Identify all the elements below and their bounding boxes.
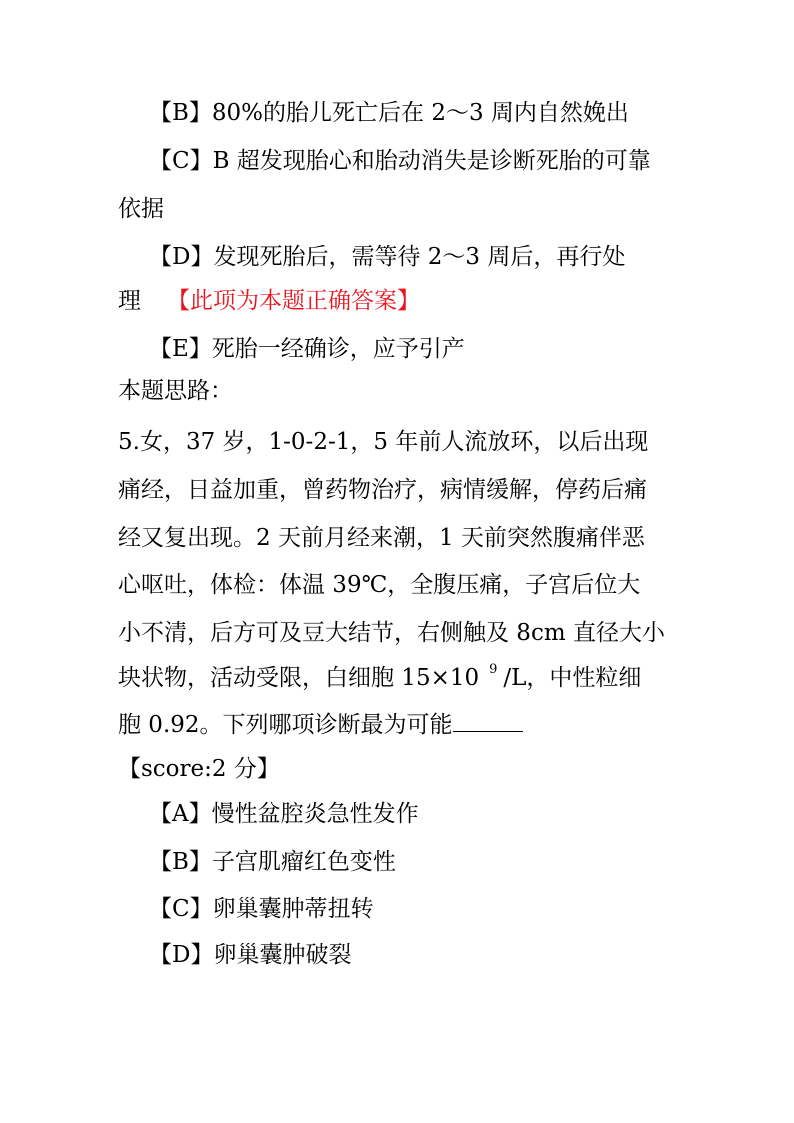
q5-stem-line1: 5.女，37 岁，1-0-2-1，5 年前人流放环，以后出现 xyxy=(118,429,649,455)
q4-option-d-line1: 【D】发现死胎后，需等待 2～3 周后，再行处 xyxy=(149,244,626,270)
q4-option-d-line2 xyxy=(118,287,678,315)
q5-stem-line6-post: /L，中性粒细 xyxy=(503,665,642,691)
q5-stem-line5: 小不清，后方可及豆大结节，右侧触及 8cm 直径大小 xyxy=(118,620,665,646)
q4-option-c-line1: 【C】B 超发现胎心和胎动消失是诊断死胎的可靠 xyxy=(149,148,651,174)
correct-answer-tag: 【此项为本题正确答案】 xyxy=(167,288,420,314)
q5-stem-line2: 痛经，日益加重，曾药物治疗，病情缓解，停药后痛 xyxy=(118,477,647,503)
q4-option-b: 【B】80%的胎儿死亡后在 2～3 周内自然娩出 xyxy=(149,100,629,126)
q5-stem-line4: 心呕吐，体检：体温 39℃，全腹压痛，子宫后位大 xyxy=(118,572,641,598)
q5-option-b: 【B】子宫肌瘤红色变性 xyxy=(149,849,396,875)
q5-stem-line3: 经又复出现。2 天前月经来潮，1 天前突然腹痛伴恶 xyxy=(118,525,645,551)
q4-option-d-line2-text: 理 xyxy=(118,288,141,314)
q5-score: 【score:2 分】 xyxy=(118,756,280,782)
exponent: 9 xyxy=(489,662,498,677)
q5-option-c: 【C】卵巢囊肿蒂扭转 xyxy=(149,896,374,922)
q5-stem-line7 xyxy=(118,709,678,739)
q5-option-a: 【A】慢性盆腔炎急性发作 xyxy=(149,801,419,827)
q4-option-c-line2: 依据 xyxy=(118,196,164,222)
q4-option-e: 【E】死胎一经确诊，应予引产 xyxy=(149,336,465,362)
q5-stem-line7-text: 胞 0.92。下列哪项诊断最为可能 xyxy=(118,712,453,738)
answer-blank xyxy=(453,709,523,732)
thinking-label: 本题思路： xyxy=(118,378,233,404)
q5-option-d: 【D】卵巢囊肿破裂 xyxy=(149,942,352,968)
q5-stem-line6 xyxy=(118,664,678,696)
q5-stem-line6-pre: 块状物，活动受限，白细胞 15×10 xyxy=(118,665,480,691)
